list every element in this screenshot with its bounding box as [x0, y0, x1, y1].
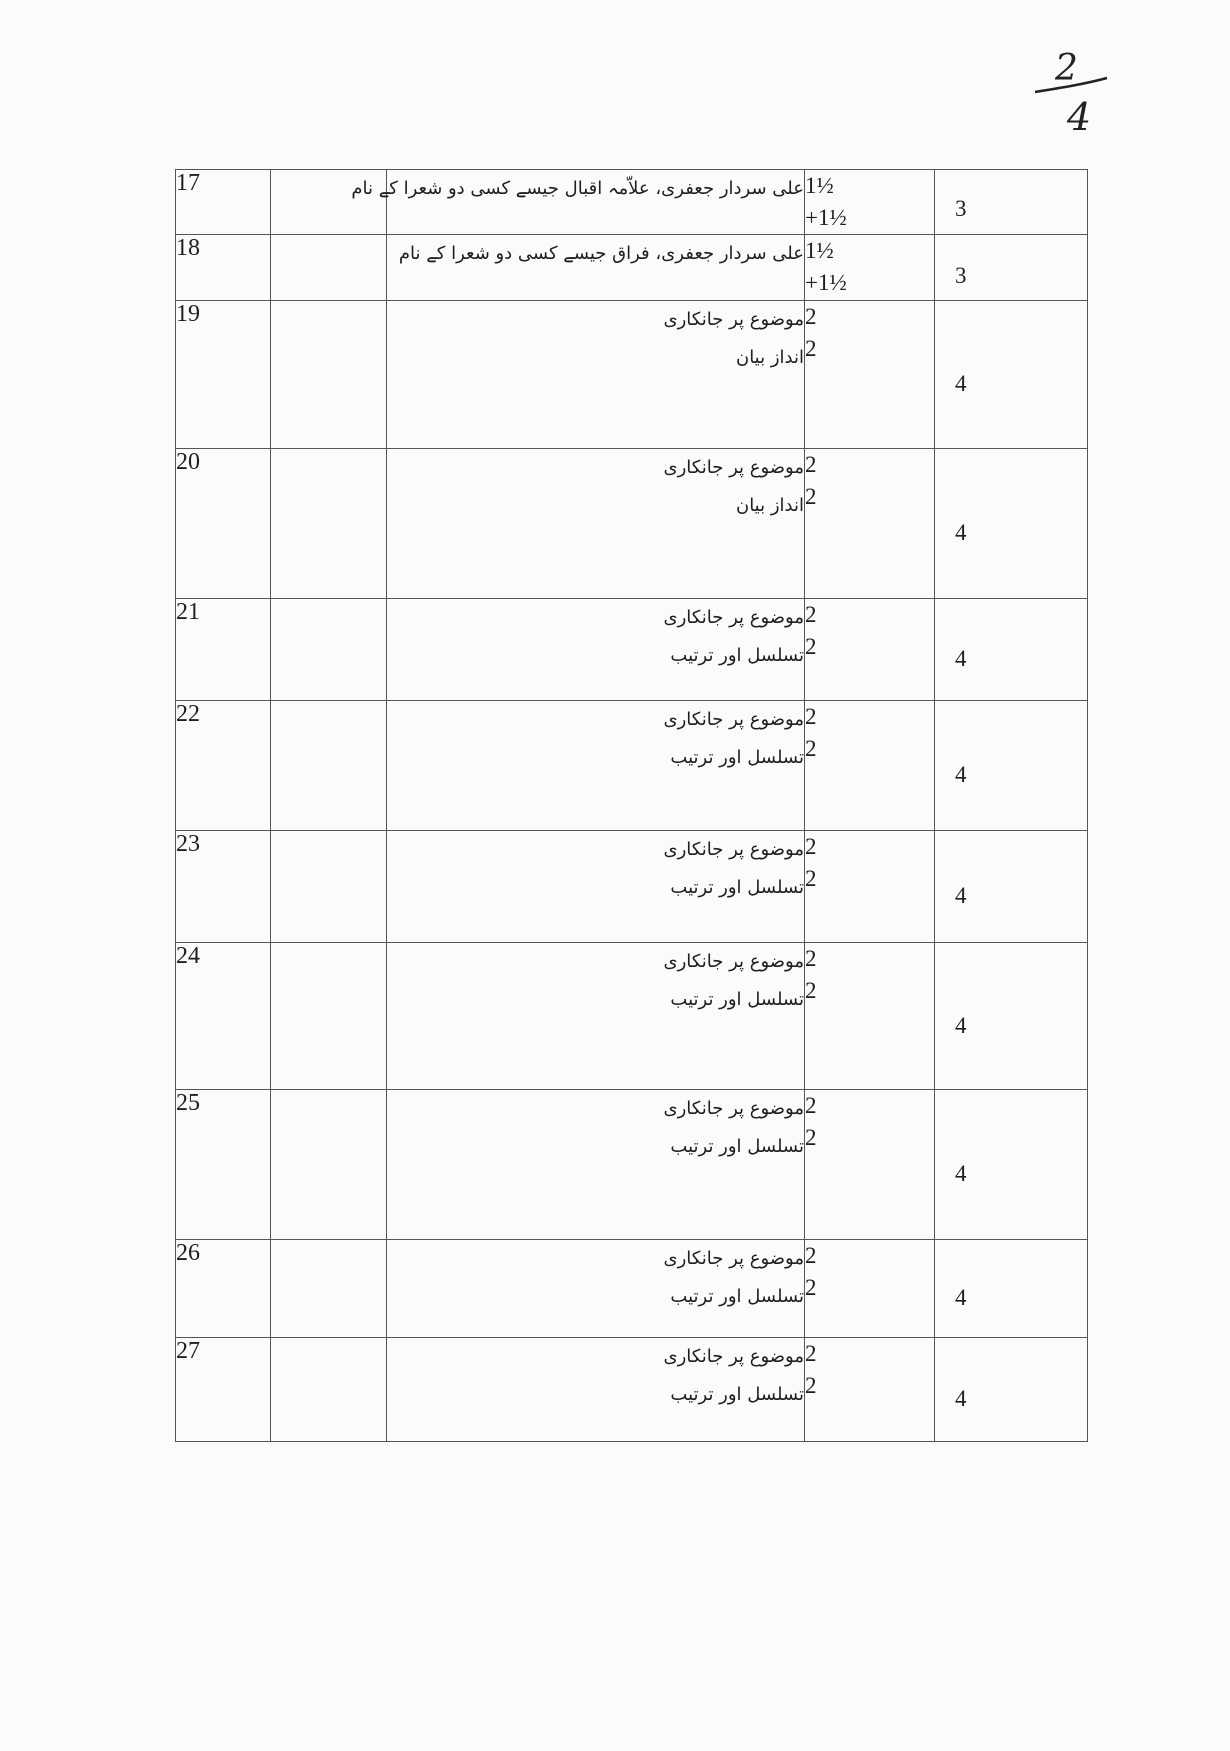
- answer-point-text: تسلسل اور ترتیب: [670, 645, 804, 666]
- table-row: [176, 301, 1088, 449]
- mark-value: 2: [805, 1243, 817, 1268]
- total-value: 4: [955, 1161, 967, 1186]
- answer-point-text: موضوع پر جانکاری: [663, 839, 804, 860]
- answer-point-text: موضوع پر جانکاری: [663, 951, 804, 972]
- total-marks: [935, 301, 1088, 449]
- answer-point-text: موضوع پر جانکاری: [663, 1248, 804, 1269]
- total-value: 4: [955, 762, 967, 787]
- empty-cell: [271, 1240, 387, 1338]
- marks-breakdown: [805, 170, 935, 235]
- empty-cell: [271, 599, 387, 701]
- mark-value: 2: [805, 336, 817, 361]
- question-number: 21: [176, 599, 271, 701]
- answer-point-text: تسلسل اور ترتیب: [670, 989, 804, 1010]
- marks-breakdown: [805, 831, 935, 943]
- mark-value: 1½: [805, 238, 834, 263]
- empty-cell: [271, 701, 387, 831]
- answer-points: [387, 235, 805, 301]
- question-number: 20: [176, 449, 271, 599]
- table-row: [176, 1090, 1088, 1240]
- marks-breakdown: [805, 1240, 935, 1338]
- total-value: 4: [955, 371, 967, 396]
- total-value: 4: [955, 646, 967, 671]
- page-number-fraction-icon: [1025, 40, 1115, 140]
- mark-value: 2: [805, 1275, 817, 1300]
- table-row: [176, 449, 1088, 599]
- answer-points: [387, 701, 805, 831]
- answer-point-text: تسلسل اور ترتیب: [670, 1286, 804, 1307]
- mark-value: 2: [805, 1093, 817, 1118]
- mark-value: 2: [805, 946, 817, 971]
- table-row: [176, 701, 1088, 831]
- table-row: [176, 943, 1088, 1090]
- empty-cell: [271, 1090, 387, 1240]
- mark-value: 2: [805, 736, 817, 761]
- empty-cell: [271, 1338, 387, 1442]
- answer-point-text: تسلسل اور ترتیب: [670, 1136, 804, 1157]
- answer-point-text: موضوع پر جانکاری: [663, 309, 804, 330]
- answer-point-text: موضوع پر جانکاری: [663, 457, 804, 478]
- mark-value: 2: [805, 452, 817, 477]
- total-value: 4: [955, 1013, 967, 1038]
- question-number: 23: [176, 831, 271, 943]
- mark-value: 2: [805, 704, 817, 729]
- empty-cell: [271, 301, 387, 449]
- marks-breakdown: [805, 449, 935, 599]
- total-value: 4: [955, 1285, 967, 1310]
- total-marks: [935, 1090, 1088, 1240]
- empty-cell: [271, 943, 387, 1090]
- answer-point-text: علی سردار جعفری، علاّمہ اقبال جیسے کسی دو شعرا کے نام: [351, 178, 804, 199]
- total-value: 4: [955, 883, 967, 908]
- marks-breakdown: [805, 301, 935, 449]
- total-marks: [935, 599, 1088, 701]
- answer-point-text: تسلسل اور ترتیب: [670, 747, 804, 768]
- total-marks: [935, 701, 1088, 831]
- mark-value: 2: [805, 866, 817, 891]
- page-denominator: 4: [1067, 95, 1092, 139]
- page-numerator: 2: [1055, 48, 1078, 89]
- answer-point-text: انداز بیان: [735, 495, 804, 516]
- question-number: 27: [176, 1338, 271, 1442]
- answer-points: [351, 170, 805, 235]
- marking-scheme-table: [175, 169, 1088, 1442]
- total-value: 4: [955, 520, 967, 545]
- empty-cell: [271, 831, 387, 943]
- answer-point-text: موضوع پر جانکاری: [663, 607, 804, 628]
- answer-points: [387, 1338, 805, 1442]
- table-row: [176, 1240, 1088, 1338]
- answer-points: [387, 449, 805, 599]
- question-number: 25: [176, 1090, 271, 1240]
- marks-breakdown: [805, 599, 935, 701]
- mark-value: 2: [805, 1125, 817, 1150]
- table-row: [176, 831, 1088, 943]
- question-number: 26: [176, 1240, 271, 1338]
- total-marks: [935, 170, 1088, 235]
- total-marks: [935, 1240, 1088, 1338]
- table-row: [176, 170, 1088, 235]
- empty-cell: [271, 235, 387, 301]
- mark-value: 2: [805, 978, 817, 1003]
- table-row: [176, 235, 1088, 301]
- answer-point-text: موضوع پر جانکاری: [663, 1346, 804, 1367]
- answer-point-text: موضوع پر جانکاری: [663, 709, 804, 730]
- answer-point-text: تسلسل اور ترتیب: [670, 1384, 804, 1405]
- marks-breakdown: [805, 943, 935, 1090]
- mark-value: 2: [805, 1341, 817, 1366]
- answer-points: [387, 1240, 805, 1338]
- question-number: 22: [176, 701, 271, 831]
- question-number: 24: [176, 943, 271, 1090]
- mark-value: 2: [805, 834, 817, 859]
- total-marks: [935, 235, 1088, 301]
- mark-value: +1½: [805, 205, 847, 230]
- empty-cell: [271, 449, 387, 599]
- total-value: 3: [955, 263, 967, 288]
- answer-points: [387, 831, 805, 943]
- handwritten-page-number: [1025, 40, 1115, 140]
- marks-breakdown: [805, 1338, 935, 1442]
- answer-points: [387, 943, 805, 1090]
- mark-value: 2: [805, 634, 817, 659]
- marks-breakdown: [805, 701, 935, 831]
- total-marks: [935, 831, 1088, 943]
- answer-points: [387, 599, 805, 701]
- question-number: 17: [176, 170, 271, 235]
- mark-value: 2: [805, 1373, 817, 1398]
- table-row: [176, 1338, 1088, 1442]
- answer-points: [387, 301, 805, 449]
- table-row: [176, 599, 1088, 701]
- answer-point-text: موضوع پر جانکاری: [663, 1098, 804, 1119]
- mark-value: 1½: [805, 173, 834, 198]
- total-marks: [935, 943, 1088, 1090]
- answer-points: [387, 1090, 805, 1240]
- mark-value: +1½: [805, 270, 847, 295]
- mark-value: 2: [805, 484, 817, 509]
- total-value: 4: [955, 1386, 967, 1411]
- mark-value: 2: [805, 602, 817, 627]
- question-number: 19: [176, 301, 271, 449]
- marks-breakdown: [805, 1090, 935, 1240]
- answer-point-text: علی سردار جعفری، فراق جیسے کسی دو شعرا کے نام: [398, 243, 804, 264]
- total-value: 3: [955, 196, 967, 221]
- total-marks: [935, 449, 1088, 599]
- mark-value: 2: [805, 304, 817, 329]
- total-marks: [935, 1338, 1088, 1442]
- question-number: 18: [176, 235, 271, 301]
- answer-point-text: انداز بیان: [735, 347, 804, 368]
- answer-point-text: تسلسل اور ترتیب: [670, 877, 804, 898]
- marks-breakdown: [805, 235, 935, 301]
